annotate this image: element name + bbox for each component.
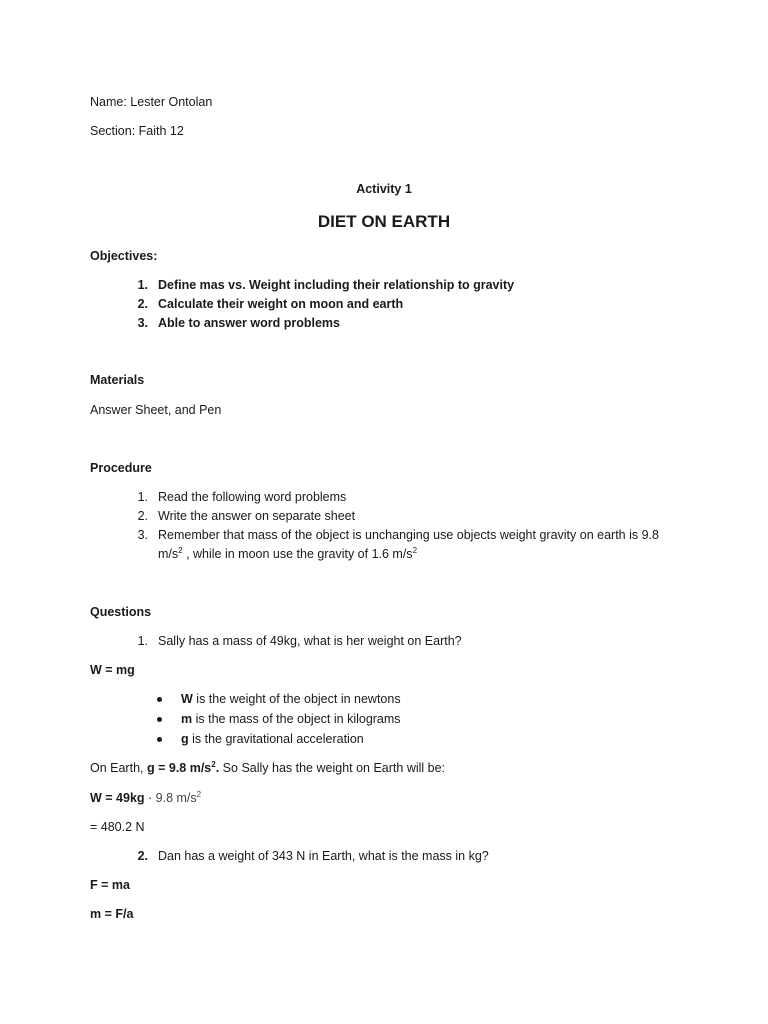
materials-heading: Materials (90, 373, 145, 387)
materials-text: Answer Sheet, and Pen (90, 403, 222, 417)
formula: W = mg (90, 663, 135, 677)
variable-description: is the gravitational acceleration (188, 732, 364, 746)
superscript: 2 (412, 545, 418, 555)
procedure-item: Remember that mass of the object is unchanging use objects weight gravity on earth is 9.8 (158, 528, 659, 542)
procedure-number: 2. (137, 509, 148, 523)
superscript: 2 (196, 789, 202, 799)
section-line: Section: Faith 12 (90, 124, 184, 138)
result-line: = 480.2 N (90, 820, 145, 834)
bullet-item (181, 711, 401, 727)
on-earth-line (90, 760, 445, 776)
gravity-value: g = 9.8 m/s (146, 761, 212, 775)
multiply-dot: · (144, 791, 156, 805)
procedure-number: 3. (137, 528, 148, 542)
objective-item: Able to answer word problems (158, 316, 340, 330)
superscript: 2 (178, 545, 183, 555)
objective-number: 2. (137, 297, 148, 311)
activity-label: Activity 1 (356, 182, 412, 196)
name-line: Name: Lester Ontolan (90, 95, 213, 109)
calculation-line (90, 790, 201, 806)
procedure-item: Write the answer on separate sheet (158, 509, 356, 523)
superscript: 2 (211, 759, 216, 769)
bullet-item (181, 691, 401, 707)
bullet-icon (157, 737, 162, 742)
bullet-icon (157, 717, 162, 722)
procedure-number: 1. (137, 490, 148, 504)
variable-symbol: W (181, 692, 193, 706)
page-title: DIET ON EARTH (317, 212, 451, 231)
variable-description: is the mass of the object in kilograms (192, 712, 401, 726)
objective-item: Calculate their weight on moon and earth (158, 297, 404, 311)
question-number: 1. (137, 634, 148, 648)
variable-symbol: g (181, 732, 189, 746)
procedure-item-text: , while in moon use the gravity of 1.6 m/s (182, 547, 413, 561)
on-earth-suffix: So Sally has the weight on Earth will be: (219, 761, 446, 775)
procedure-heading: Procedure (90, 461, 152, 475)
objective-number: 1. (137, 278, 148, 292)
question-text: Sally has a mass of 49kg, what is her weight on Earth? (158, 634, 462, 648)
objective-item: Define mas vs. Weight including their relationship to gravity (158, 278, 515, 292)
period: . (215, 761, 220, 775)
objectives-heading: Objectives: (90, 249, 158, 263)
question-text: Dan has a weight of 343 N in Earth, what is the mass in kg? (158, 849, 489, 863)
bullet-item (181, 731, 364, 747)
question-number: 2. (137, 849, 148, 863)
calculation-rhs: 9.8 m/s (155, 791, 197, 805)
procedure-item-continued (158, 546, 417, 562)
objective-number: 3. (137, 316, 148, 330)
variable-symbol: m (181, 712, 193, 726)
on-earth-prefix: On Earth, (90, 761, 147, 775)
formula: m = F/a (90, 907, 134, 921)
unit-text: m/s (158, 547, 179, 561)
formula: F = ma (90, 878, 130, 892)
bullet-icon (157, 697, 162, 702)
variable-description: is the weight of the object in newtons (192, 692, 401, 706)
questions-heading: Questions (90, 605, 152, 619)
procedure-item: Read the following word problems (158, 490, 347, 504)
calculation-lhs: W = 49kg (90, 791, 145, 805)
